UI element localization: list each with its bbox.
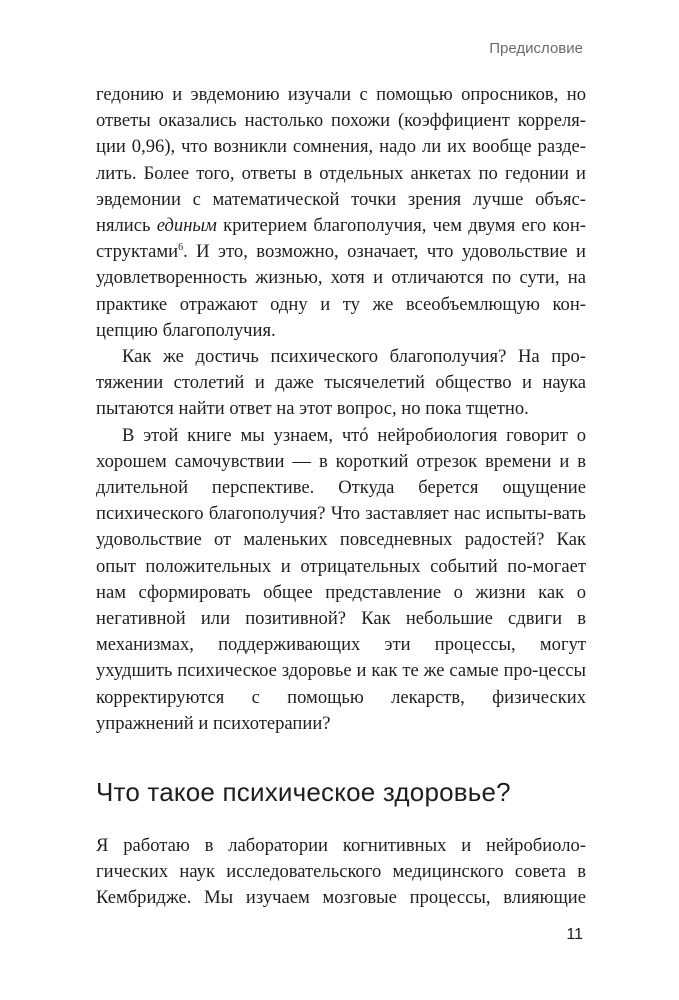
- section-text-block: [96, 833, 586, 912]
- paragraph-1-part-1: гедонию и эвдемонию изучали с помощью опросников, но ответы оказались настолько похожи (коэффициент корреля-ции 0,96), что возникли сомнения, надо ли их вообще разде-лить. Более того, ответы в отдельных анкетах по гедонии и эвдемонии с математической точки зрения лучше объяс-нялись: [96, 84, 586, 237]
- main-text-block: [96, 82, 586, 737]
- footnote-marker: 6: [178, 242, 184, 254]
- section-heading: Что такое психическое здоровье?: [96, 777, 511, 807]
- paragraph-2: Как же достичь психического благополучия? На про-тяжении столетий и даже тысячелетий общество и наука пытаются найти ответ на этот вопрос, но пока тщетно.: [96, 346, 586, 420]
- running-head: Предисловие: [489, 40, 583, 57]
- page-number: 11: [566, 926, 583, 943]
- paragraph-1-part-3: . И это, возможно, означает, что удовольствие и удовлетворенность жизнью, хотя и отличаются по сути, на практике отражают одну и ту же всеобъемлющую кон-цепцию благополучия.: [96, 241, 586, 341]
- paragraph-1-emphasis: единым: [156, 215, 217, 237]
- paragraph-4: Я работаю в лаборатории когнитивных и нейробиоло-гических наук исследовательского медицинского совета в Кембридже. Мы изучаем мозговые процессы, влияющие: [96, 835, 586, 909]
- paragraph-1: [96, 82, 586, 344]
- paragraph-1-part-2: критерием благополучия, чем двумя его кон-структами: [96, 215, 586, 263]
- paragraph-3: В этой книге мы узнаем, чтó нейробиология говорит о хорошем самочувствии — в короткий отрезок времени и в длительной перспективе. Откуда берется ощущение психического благополучия? Что заставляет нас испыты-вать удовольствие от маленьких повседневных радостей? Как опыт положительных и отрицательных событий по-могает нам сформировать общее представление о жизни как о негативной или позитивной? Как небольшие сдвиги в механизмах, поддерживающих эти процессы, могут ухудшить психическое здоровье и как те же самые про-цессы корректируются с помощью лекарств, физических упражнений и психотерапии?: [96, 424, 586, 734]
